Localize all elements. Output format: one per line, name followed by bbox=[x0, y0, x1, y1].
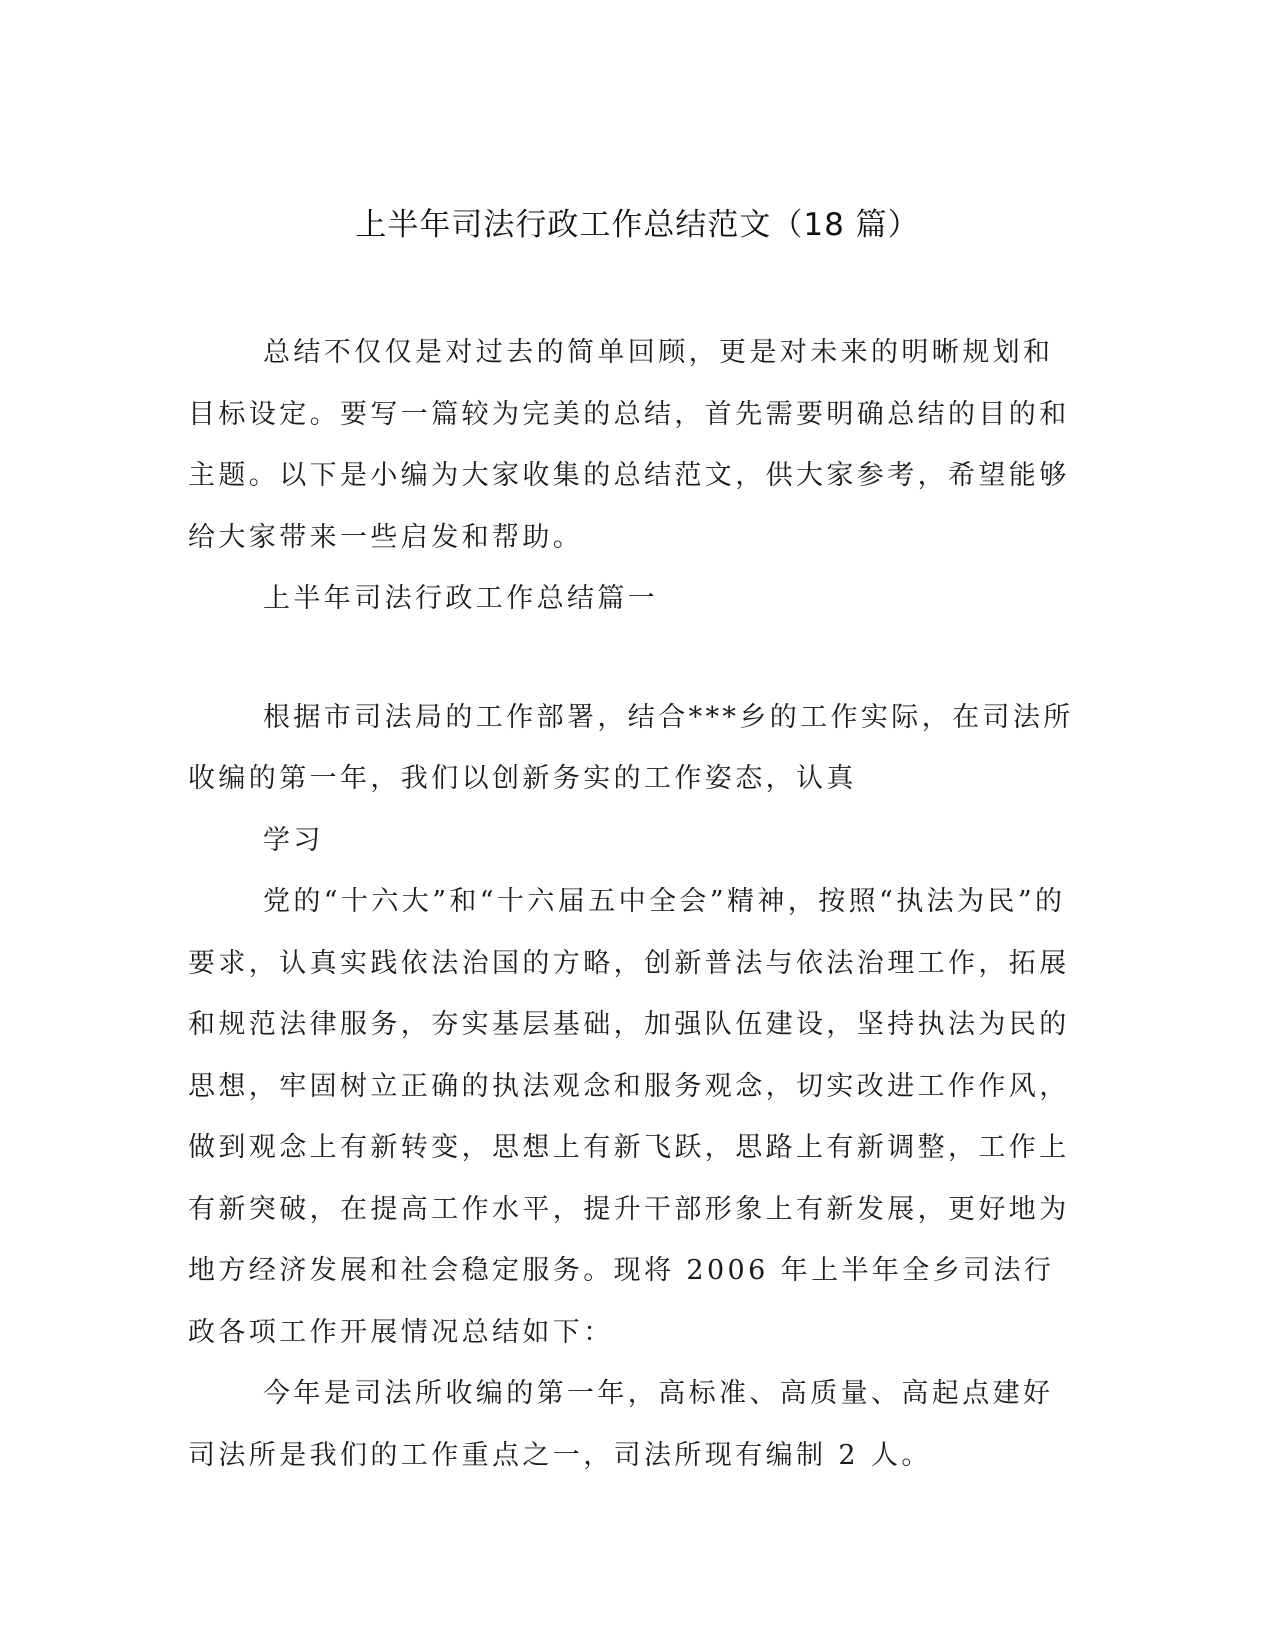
intro-paragraph: 总结不仅仅是对过去的简单回顾，更是对未来的明晰规划和目标设定。要写一篇较为完美的总结，首先需要明确总结的目的和主题。以下是小编为大家收集的总结范文，供大家参考，希望能够给大家带来一些启发和帮助。 bbox=[188, 337, 1070, 553]
document-body bbox=[188, 322, 1078, 1486]
body-paragraph: 党的“十六大”和“十六届五中全会”精神，按照“执法为民”的要求，认真实践依法治国的方略，创新普法与依法治理工作，拓展和规范法律服务，夯实基层基础，加强队伍建设，坚持执法为民的思想，牢固树立正确的执法观念和服务观念，切实改进工作作风，做到观念上有新转变，思想上有新飞跃，思路上有新调整，工作上有新突破，在提高工作水平，提升干部形象上有新发展，更好地为地方经济发展和社会稳定服务。现将 2006 年上半年全乡司法行政各项工作开展情况总结如下： bbox=[188, 886, 1070, 1348]
body-paragraph: 今年是司法所收编的第一年，高标准、高质量、高起点建好司法所是我们的工作重点之一，司法所现有编制 2 人。 bbox=[188, 1378, 1054, 1471]
body-paragraph: 学习 bbox=[263, 824, 324, 856]
document-title: 上半年司法行政工作总结范文（18 篇） bbox=[355, 207, 920, 243]
body-paragraph: 根据市司法局的工作部署，结合***乡的工作实际，在司法所收编的第一年，我们以创新务实的工作姿态，认真 bbox=[188, 701, 1074, 794]
section-heading: 上半年司法行政工作总结篇一 bbox=[263, 583, 659, 614]
